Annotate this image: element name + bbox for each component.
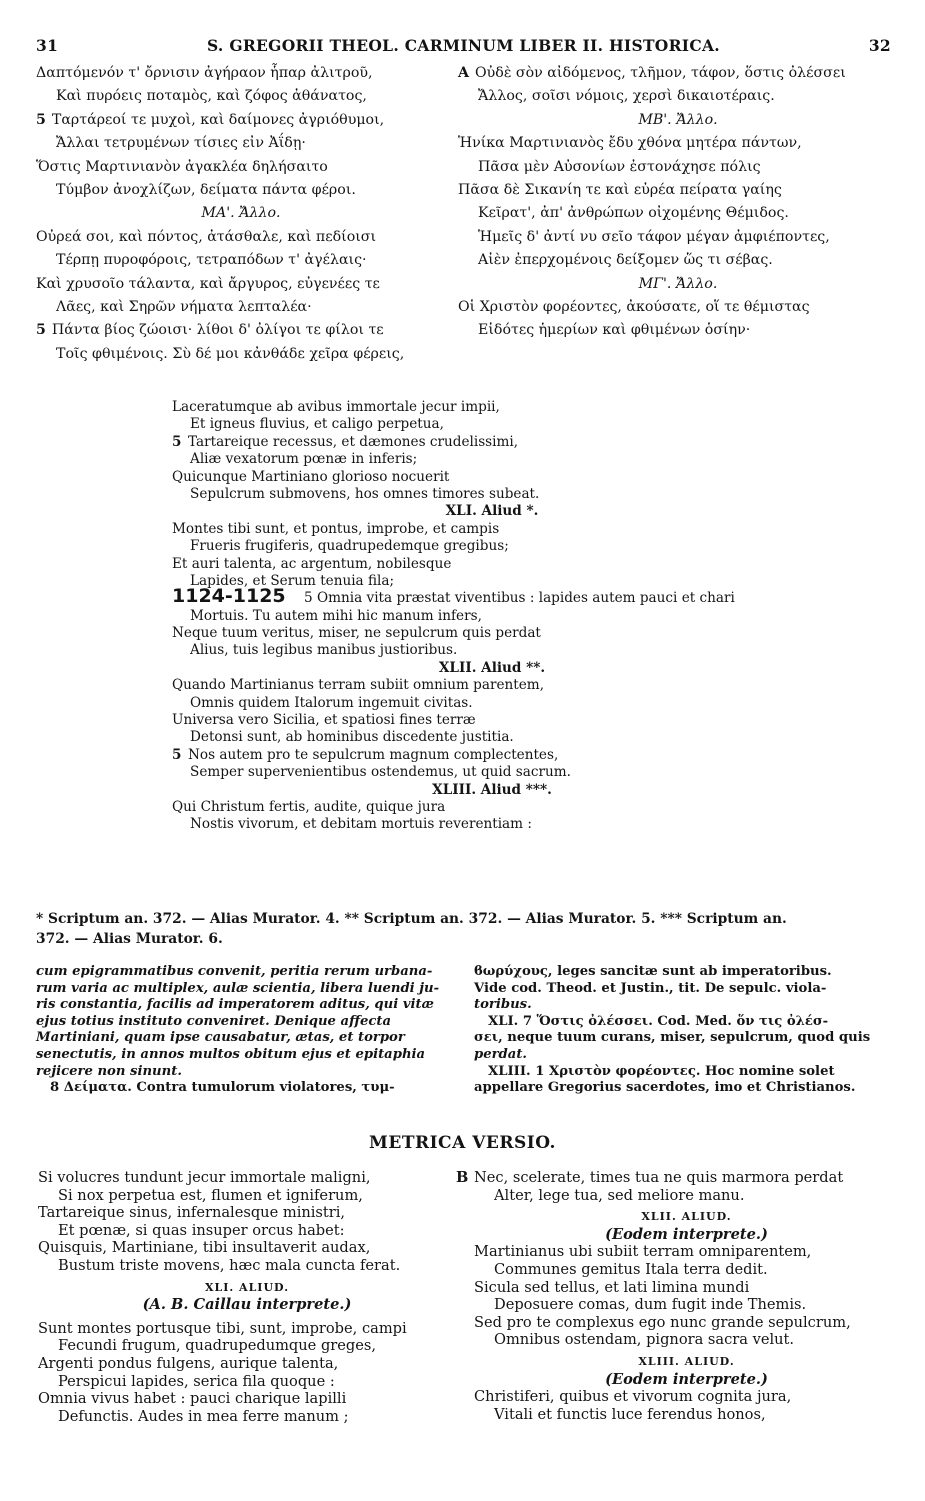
verse-text: Alter, lege tua, sed meliore manu. [494, 1186, 745, 1204]
verse-line [458, 156, 898, 179]
verse-text: Τέρπῃ πυροφόροις, τετραπόδων τ' ἀγέλαις· [56, 252, 367, 269]
verse-text: Et auri talenta, ac argentum, nobilesque [172, 555, 452, 572]
verse-line [36, 249, 446, 272]
verse-line [474, 1296, 899, 1314]
column-marker: B [456, 1169, 469, 1186]
verse-line [456, 1169, 899, 1187]
verse-text: Quando Martinianus terram subiit omnium parentem, [172, 677, 545, 694]
running-title: S. GREGORII THEOL. CARMINUM LIBER II. HISTORICA. [206, 36, 720, 55]
section-title: XLII. Aliud **. [438, 659, 546, 676]
verse-line [172, 538, 812, 555]
footnote-line: * Scriptum an. 372. — Alias Murator. 4. ** Scriptum an. 372. — Alias Murator. 5. *** Scriptum an. [36, 911, 787, 927]
verse-text: Omnis quidem Italorum ingemuit civitas. [190, 694, 473, 711]
verse-line: Bustum triste movens, hæc mala cuncta ferat. [58, 1256, 401, 1274]
verse-text: Mortuis. Tu autem mihi hic manum infers, [190, 607, 482, 624]
verse-line [474, 1243, 899, 1261]
verse-text: Τύμβον ἀνοχλίζων, δείματα πάντα φέροι. [56, 181, 356, 198]
verse-text: Alius, tuis legibus manibus justioribus. [190, 642, 458, 659]
verse-line [172, 816, 812, 833]
verse-text: Sicula sed tellus, et lati limina mundi [474, 1278, 750, 1296]
verse-text: Universa vero Sicilia, et spatiosi fines terræ [172, 712, 476, 729]
verse-line [172, 625, 812, 642]
verse-line [458, 85, 898, 108]
interpreter-note: (Eodem interprete.) [605, 1370, 768, 1388]
note-line: ejus totius instituto conveniret. Denique affecta [36, 1013, 392, 1029]
note-line: σει, neque tuum curans, miser, sepulcrum, quod quis [474, 1030, 871, 1046]
verse-text: Τοῖς φθιμένοις. Σὺ δέ μοι κἀνθάδε χεῖρα φέρεις, [56, 345, 405, 362]
verse-line [172, 451, 812, 468]
note-line: Vide cod. Theod. et Justin., tit. De sepulc. viola- [474, 980, 827, 996]
metrica-column-right [456, 1169, 899, 1423]
verse-text: Tartareique recessus, et dæmones crudelissimi, [188, 433, 519, 450]
note-line: XLIII. 1 Χριστὸν φορέοντες. Hoc nomine solet [488, 1063, 835, 1079]
verse-text: Πᾶσα δὲ Σικανίη τε καὶ εὐρέα πείρατα γαίης [458, 181, 782, 198]
verse-text: Montes tibi sunt, et pontus, improbe, et campis [172, 520, 500, 537]
verse-line [36, 226, 446, 249]
verse-text: Christiferi, quibus et vivorum cognita jura, [474, 1388, 792, 1406]
verse-line: Et pœnæ, si quas insuper orcus habet: [58, 1221, 345, 1239]
note-line: XLI. 7 Ὅστις ὀλέσσει. Cod. Med. ὅν τις ὀλέσ- [488, 1013, 829, 1029]
notes-column-left [36, 964, 454, 1097]
verse-line [36, 132, 446, 155]
verse-text: Frueris frugiferis, quadrupedemque gregibus; [190, 538, 509, 555]
verse-line [36, 62, 446, 85]
page-number-left: 31 [36, 36, 59, 55]
verse-text: Et igneus fluvius, et caligo perpetua, [190, 416, 444, 433]
verse-text: Deposuere comas, dum fugit inde Themis. [494, 1296, 807, 1314]
verse-line [172, 521, 812, 538]
verse-line [172, 585, 812, 608]
note-line: perdat. [474, 1046, 528, 1062]
verse-text: Sepulcrum submovens, hos omnes timores subeat. [190, 485, 540, 502]
verse-line [36, 296, 446, 319]
verse-line [36, 343, 446, 366]
verse-text: Communes gemitus Itala terra dedit. [494, 1260, 768, 1278]
verse-line: Perspicui lapides, serica fila quoque : [58, 1372, 335, 1390]
verse-line [474, 1331, 899, 1349]
verse-text: 5 Omnia vita præstat viventibus : lapides autem pauci et chari [304, 590, 735, 607]
verse-line [474, 1406, 899, 1424]
verse-line [172, 434, 812, 451]
verse-line [172, 608, 812, 625]
verse-line [36, 273, 446, 296]
verse-line [458, 296, 898, 319]
verse-text: Λᾶες, καὶ Σηρῶν νήματα λεπταλέα· [56, 298, 312, 315]
greek-column-left [36, 62, 446, 366]
verse-text: Lapides, et Serum tenuia fila; [190, 572, 395, 589]
note-line: ris constantia, facilis ad imperatorem aditus, qui vitæ [36, 997, 434, 1013]
line-number: 5 [36, 322, 46, 339]
verse-line [474, 1187, 899, 1205]
verse-text: Detonsi sunt, ab hominibus discedente justitia. [190, 729, 514, 746]
verse-line [172, 729, 812, 746]
note-line: toribus. [474, 997, 532, 1013]
latin-translation [172, 399, 812, 834]
verse-text: Αἰὲν ἐπερχομένοις δείξομεν ὥς τι σέβας. [478, 252, 773, 269]
verse-text: Nec, scelerate, times tua ne quis marmora perdat [474, 1169, 844, 1186]
verse-line [172, 712, 812, 729]
verse-line [458, 249, 898, 272]
note-line: cum epigrammatibus convenit, peritia rerum urbana- [36, 964, 433, 979]
verse-text: Aliæ vexatorum pœnæ in inferis; [190, 451, 418, 468]
verse-text: Vitali et functis luce ferendus honos, [494, 1405, 766, 1423]
footnote-line: 372. — Alias Murator. 6. [36, 931, 223, 947]
verse-line [36, 109, 446, 132]
line-number: 5 [36, 111, 46, 128]
verse-line [172, 486, 812, 503]
verse-text: Ἄλλος, σοῖσι νόμοις, χερσὶ δικαιοτέραις. [478, 88, 775, 105]
verse-text: Οὐδὲ σὸν αἰδόμενος, τλῆμον, τάφον, ὅστις ὀλέσσει [475, 65, 846, 81]
verse-text: Καὶ χρυσοῖο τάλαντα, καὶ ἄργυρος, εὐγενέες τε [36, 275, 380, 292]
verse-line: Omnia vivus habet : pauci charique lapilli [38, 1390, 347, 1408]
verse-text: Οὐρεά σοι, καὶ πόντος, ἀτάσθαλε, καὶ πεδίοισι [36, 228, 377, 245]
verse-text: Πᾶσα μὲν Αὐσονίων ἐστονάχησε πόλις [478, 158, 761, 175]
verse-line [458, 179, 898, 202]
interpreter-note: (A. B. Caillau interprete.) [142, 1296, 352, 1314]
section-title: XLI. Aliud *. [445, 503, 539, 520]
verse-line: Defunctis. Audes in mea ferre manum ; [58, 1407, 349, 1425]
note-line: ϐωρύχους, leges sancitæ sunt ab imperatoribus. [474, 964, 832, 979]
notes-column-right [474, 964, 894, 1097]
verse-line [458, 132, 898, 155]
verse-text: Δαπτόμενόν τ' ὄρνισιν ἀγήραον ἧπαρ ἀλιτροῦ, [36, 65, 373, 81]
verse-text: Ἡνίκα Μαρτινιανὸς ἔδυ χθόνα μητέρα πάντων, [458, 135, 802, 152]
verse-line [458, 226, 898, 249]
verse-line [36, 179, 446, 202]
verse-text: Οἱ Χριστὸν φορέοντες, ἀκούσατε, οἵ τε θέμιστας [458, 298, 810, 315]
verse-line [172, 469, 812, 486]
verse-line [172, 799, 812, 816]
section-title: XLIII. Aliud ***. [432, 781, 552, 798]
page-number-right: 32 [868, 36, 891, 55]
verse-line: Sunt montes portusque tibi, sunt, improbe, campi [38, 1319, 407, 1337]
verse-text: Neque tuum veritus, miser, ne sepulcrum quis perdat [172, 625, 541, 642]
note-line: Martiniani, quam ipse causabatur, ætas, et torpor [36, 1030, 405, 1046]
verse-line: Si volucres tundunt jecur immortale maligni, [38, 1169, 371, 1186]
line-number: 5 [172, 433, 182, 450]
verse-text: Ταρτάρεοί τε μυχοὶ, καὶ δαίμονες ἀγριόθυμοι, [51, 111, 385, 128]
verse-line [172, 399, 812, 416]
verse-line: Tartareique sinus, infernalesque ministri, [38, 1204, 346, 1222]
verse-line [474, 1261, 899, 1279]
verse-line [458, 62, 898, 85]
section-title: XLII. ALIUD. [641, 1210, 732, 1224]
verse-line: Argenti pondus fulgens, aurique talenta, [38, 1354, 339, 1372]
line-number: 5 [172, 746, 182, 763]
verse-line: Fecundi frugum, quadrupedumque greges, [58, 1337, 377, 1355]
section-title: XLI. ALIUD. [204, 1280, 290, 1294]
verse-text: Ἄλλαι τετρυμένων τίσιες εἰν Ἀΐδῃ· [56, 135, 306, 152]
note-line: rum varia ac multiplex, aulæ scientia, libera luendi ju- [36, 980, 440, 996]
section-title: ΜΒ'. Ἄλλο. [638, 111, 718, 128]
verse-line [172, 556, 812, 573]
verse-line [458, 319, 898, 342]
verse-line [172, 747, 812, 764]
verse-text: Καὶ πυρόεις ποταμὸς, καὶ ζόφος ἀθάνατος, [56, 88, 367, 105]
verse-line [172, 677, 812, 694]
verse-line [172, 642, 812, 659]
verse-line [172, 416, 812, 433]
verse-text: Εἰδότες ἡμερίων καὶ φθιμένων ὁσίην· [478, 322, 751, 339]
section-title: ΜΑ'. Ἄλλο. [201, 205, 281, 222]
section-title: XLIII. ALIUD. [638, 1354, 735, 1368]
verse-text: Ὅστις Μαρτινιανὸν ἀγακλέα δηλήσαιτο [36, 158, 328, 175]
verse-line [172, 695, 812, 712]
verse-text: Ἡμεῖς δ' ἀντί νυ σεῖο τάφον μέγαν ἀμφιέποντες, [478, 228, 830, 245]
note-line: 8 Δείματα. Contra tumulorum violatores, τυμ- [50, 1080, 395, 1096]
verse-text: Qui Christum fertis, audite, quique jura [172, 798, 446, 815]
greek-column-right [458, 62, 898, 343]
verse-text: Sed pro te complexus ego nunc grande sepulcrum, [474, 1313, 851, 1331]
verse-text: Nos autem pro te sepulcrum magnum complectentes, [188, 746, 559, 763]
verse-line [36, 156, 446, 179]
verse-line [458, 202, 898, 225]
section-title: ΜΓ'. Ἄλλο. [638, 275, 718, 292]
footnote [36, 909, 896, 949]
verse-line [36, 319, 446, 342]
verse-text: Πάντα βίος ζώοισι· λίθοι δ' ὀλίγοι τε φίλοι τε [51, 322, 384, 339]
verse-line [36, 85, 446, 108]
verse-line [474, 1314, 899, 1332]
note-line: rejicere non sinunt. [36, 1063, 182, 1079]
verse-line [474, 1279, 899, 1297]
note-line: appellare Gregorius sacerdotes, imo et Christianos. [474, 1080, 856, 1096]
note-line: senectutis, in annos multos obitum ejus et epitaphia [36, 1046, 426, 1062]
verse-text: Omnibus ostendam, pignora sacra velut. [494, 1331, 795, 1349]
verse-line: Si nox perpetua est, flumen et igniferum, [58, 1186, 363, 1204]
interpreter-note: (Eodem interprete.) [605, 1225, 768, 1243]
verse-text: Κεῖρατ', ἀπ' ἀνθρώπων οἰχομένης Θέμιδος. [478, 205, 789, 222]
verse-line [474, 1388, 899, 1406]
verse-text: Laceratumque ab avibus immortale jecur impii, [172, 399, 500, 415]
metrica-column-left [38, 1169, 456, 1425]
verse-text: Quicunque Martiniano glorioso nocuerit [172, 468, 450, 485]
verse-text: Martinianus ubi subiit terram omniparentem, [474, 1243, 812, 1261]
verse-line [172, 764, 812, 781]
verse-text: Nostis vivorum, et debitam mortuis reverentiam : [190, 816, 532, 833]
column-reference: 1124-1125 [172, 585, 286, 608]
section-heading: METRICA VERSIO. [369, 1133, 556, 1153]
column-marker: A [458, 65, 470, 81]
verse-line: Quisquis, Martiniane, tibi insultaverit audax, [38, 1239, 371, 1257]
verse-text: Semper supervenientibus ostendemus, ut quid sacrum. [190, 764, 571, 781]
